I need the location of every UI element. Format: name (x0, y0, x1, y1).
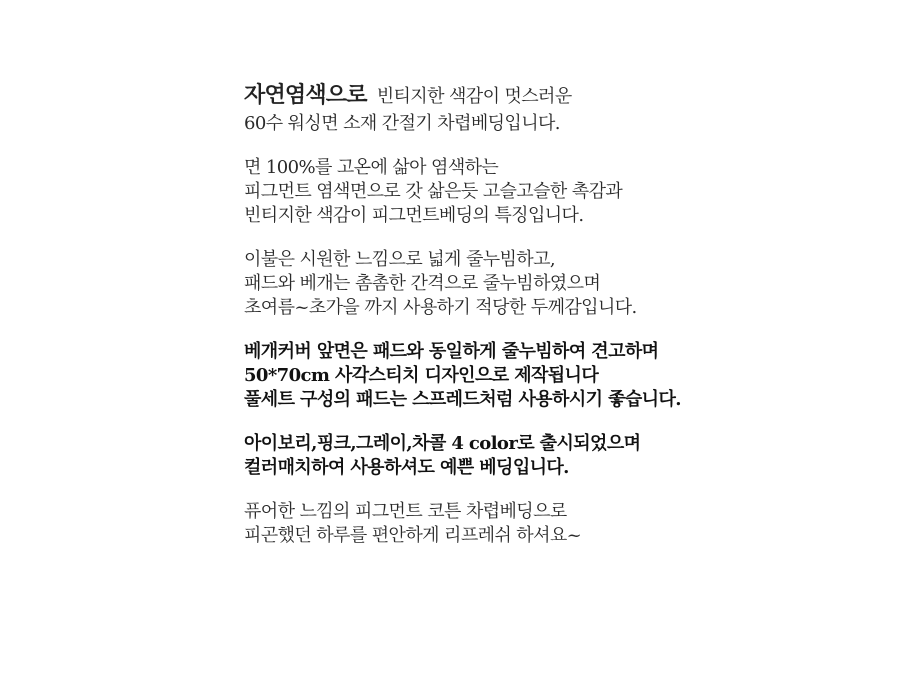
dyeing-line-2: 피그먼트 염색면으로 갓 삶은듯 고슬고슬한 촉감과 (244, 181, 623, 202)
product-description (244, 80, 884, 568)
closing-line-2: 피곤했던 하루를 편안하게 리프레쉬 하셔요~ (244, 525, 582, 546)
dyeing-paragraph (244, 156, 884, 228)
pillow-line-1: 베개커버 앞면은 패드와 동일하게 줄누빔하여 견고하며 (244, 341, 659, 362)
color-paragraph (244, 432, 884, 480)
pillow-paragraph (244, 340, 884, 412)
intro-line-1-text: 빈티지한 색감이 멋스러운 (376, 86, 572, 107)
quilting-line-3: 초여름~초가을 까지 사용하기 적당한 두께감입니다. (244, 297, 637, 318)
quilting-paragraph (244, 248, 884, 320)
headline: 자연염색으로 (244, 82, 367, 108)
intro-line-2: 60수 워싱면 소재 간절기 차렵베딩입니다. (244, 113, 560, 134)
color-line-1: 아이보리,핑크,그레이,차콜 4 color로 출시되었으며 (244, 433, 641, 454)
dyeing-line-1: 면 100%를 고온에 삶아 염색하는 (244, 157, 499, 178)
closing-line-1: 퓨어한 느낌의 피그먼트 코튼 차렵베딩으로 (244, 501, 567, 522)
pillow-line-2: 50*70cm 사각스티치 디자인으로 제작됩니다 (244, 365, 599, 386)
pillow-line-3: 풀세트 구성의 패드는 스프레드처럼 사용하시기 좋습니다. (244, 389, 681, 410)
intro-paragraph (244, 80, 884, 136)
dyeing-line-3: 빈티지한 색감이 피그먼트베딩의 특징입니다. (244, 205, 584, 226)
color-line-2: 컬러매치하여 사용하셔도 예쁜 베딩입니다. (244, 457, 569, 478)
quilting-line-1: 이불은 시원한 느낌으로 넓게 줄누빔하고, (244, 249, 556, 270)
quilting-line-2: 패드와 베개는 촘촘한 간격으로 줄누빔하였으며 (244, 273, 601, 294)
intro-line-1 (244, 80, 884, 112)
closing-paragraph (244, 500, 884, 548)
